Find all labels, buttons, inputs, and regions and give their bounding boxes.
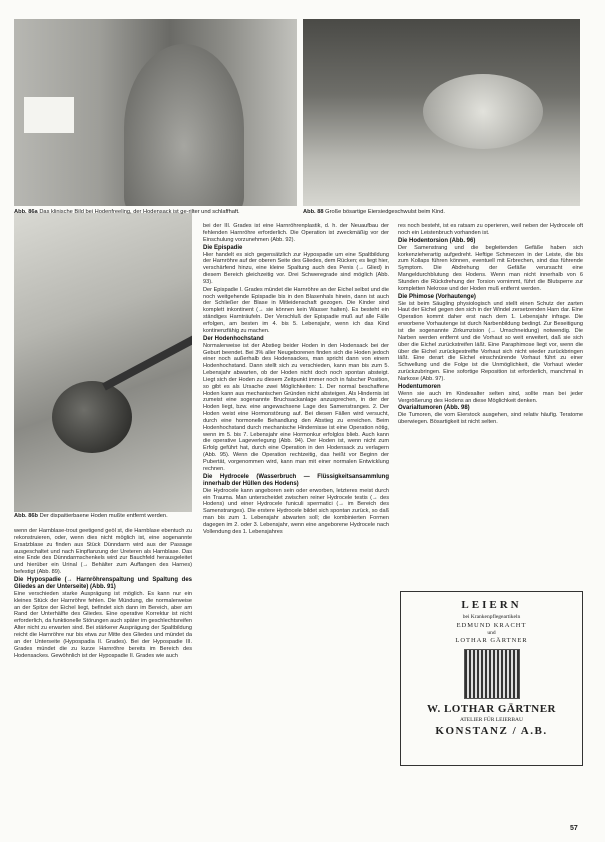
- photo-label-patch: [24, 97, 74, 133]
- section-heading: Die Epispadie: [203, 244, 243, 251]
- section-heading: Die Hypospadie (→ Harnröhrenspaltung und Spaltung des Gliedes an der Unterseite) (Abb. 91): [14, 576, 192, 590]
- section-heading: Die Hydrocele (Wasserbruch — Flüssigkeitsansammlung innerhalb der Hüllen des Hodens): [203, 473, 389, 487]
- paragraph: Wenn sie auch im Kindesalter selten sind, sollte man bei jeder Vergrößerung des Hodens an diese Möglichkeit denken.: [398, 390, 583, 404]
- photo-fig86a: [14, 19, 297, 206]
- ad-name1: EDMUND KRACHT: [456, 622, 527, 629]
- section-heading: Die Phimose (Vorhautenge): [398, 293, 476, 300]
- text-column-middle: [203, 223, 389, 827]
- paragraph: res noch besteht, ist es ratsam zu operieren, weil neben der Hydrocele oft noch ein Leistenbruch vorhanden ist.: [398, 223, 583, 236]
- text-column-left: [14, 528, 192, 828]
- advertisement: [400, 591, 583, 766]
- photo-fig86b: [14, 213, 192, 512]
- ad-subtitle: ATELIER FÜR LEIERBAU: [460, 717, 523, 723]
- paragraph: bei der III. Grades ist eine Harnröhrenplastik, d. h. der Neuaufbau der fehlenden Harnröhre erforderlich. Die Operation ist zweckmäßig vor der Einschulung vorzunehmen (Abb. 92).: [203, 223, 389, 243]
- ad-company: W. LOTHAR GÄRTNER: [426, 703, 557, 715]
- ad-city: KONSTANZ / A.B.: [435, 725, 548, 737]
- caption-text: Große bösartige Eiersiedgeschwulst beim Kind.: [325, 209, 445, 215]
- caption-fig88: [303, 209, 580, 216]
- ad-name2: LOTHAR GÄRTNER: [455, 637, 528, 644]
- paragraph: Normalerweise ist der Abstieg beider Hoden in den Hodensack bei der Geburt beendet. Bei 3% aller Neugeborenen finden sich die Hoden jedoch einer noch außerhalb des Hodensackes, man spricht dann von einem Hodenhochstand. Dann stellt sich zu verschieden, kann man bis zum 5. Lebensjahr abwarten, ob der Hoden nicht doch noch spontan absteigt. Liegt sich der Hoden zu diesem Zeitpunkt immer noch in falscher Position, so gibt es als Ursache zwei Möglichkeiten: 1. Der normal beschaffene Hoden kann aus mechanischen Gründen nicht absteigen. Als Hindernis ist zumeist eine sogenannte Bruchsackanlage anzusprechen, in der der Hoden liegt, bzw. eine angewachsene Lage des Samenstranges. 2. Der Hoden weist eine Hormonstörung auf. Bei diesen Fällen wird versucht, durch eine hormonelle Behandlung den Abstieg zu erreichen. Beim Hodenhochstand durch mechanische Hindernisse ist eine Operation nötig, wenn im 5. bis 7. Lebensjahr eine Hormonkur erfolglos blieb. Auch kann die operative Lageverlegung (Abb. 94). Der Hoden ist, wenn nicht zum Erfolg geführt hat, durch eine Operation in den Hodensack zu verlagern (Abb. 95). Wenn die Operation rechtzeitig, das heißt vor Beginn der Pubertät, vorgenommen wird, kann man mit einer normalen Entwicklung rechnen.: [203, 342, 389, 472]
- section-heading: Die Hodentorsion (Abb. 96): [398, 237, 476, 244]
- caption-label: Abb. 88: [303, 209, 324, 215]
- paragraph: Die Tumoren, die vom Eierstock ausgehen, sind relativ häufig. Teratome überwiegen. Bösartigkeit ist nicht selten.: [398, 412, 583, 426]
- paragraph: Eine verschieden starke Ausprägung ist möglich. Es kann nur ein kleines Stück der Harnröhre fehlen. Die Mündung, die normalerweise an der Spitze der Eichel liegt, befindet sich dann im Bereich, aber am Rand der Unterhälfte des Gliedes. Eine operative Korrektur ist nicht erforderlich, da funktionelle Störungen auch später im geschlechtsreifen Alter nicht zu erwarten sind. Bei stärkerer Ausprägung der Spaltbildung reicht die Harnröhre nur bis etwa zur Mitte des Gliedes und mündet da an der Unterseite (Hypospadia II. Grades). Bei der Hypospadie III. Grades mündet die zu kurze Harnröhre bereits im Bereich des Hodensackes. Gewöhnlich ist der Hypospadie II. Grades wie auch: [14, 590, 192, 659]
- section-heading: Der Hodenhochstand: [203, 335, 264, 342]
- caption-label: Abb. 86b: [14, 513, 39, 519]
- caption-label: Abb. 86a: [14, 209, 38, 215]
- section-heading: Hodentumoren: [398, 383, 441, 390]
- paragraph: Der Samenstrang und die begleitenden Gefäße haben sich korkenzieherartig aufgedreht. Heftige Schmerzen in der Leiste, die bis zum Kollaps führen können, eventuell mit Erbrechen, sind das führende Symptom. Die Abdrehung der Gefäße verursacht eine Mangeldurchblutung des Hodens. Wenn man nicht innerhalb von 6 Stunden die Rückdrehung der Torsion vornimmt, führt die Blutsperre zur kompletten Nekrose und der Hoden muß entfernt werden.: [398, 244, 583, 292]
- photo-subject: [124, 44, 244, 206]
- paragraph: wenn der Harnblase-trout geetigend geöl st, die Harnblase ebentuch zu rekonstruieren, oder, wenn dies nicht möglich ist, eine sogenannte Ersatzblase zu finden aus Stück Dünndarm wird aus der Passage ausgeschaltet und nach Einpflanzung der Ureteren als Harnblase. Das eine Ende des Dünndarmschenkels wird zur Bauchfeld herausgeleitet und hierüber ein Urinal (→ Behälter zum Auffangen des Harnes) befestigt (Abb. 89).: [14, 528, 192, 576]
- paragraph: Sie ist beim Säugling physiologisch und stellt einen Schutz der zarten Haut der Eichel gegen den sich in der Windel zersetzenden Harn dar. Eine Operation kommt daher erst nach dem 1. Lebensjahr infrage. Die erworbene Vorhautenge ist durch Narbenbildung bedingt. Zur Beseitigung ist die sogenannte Zirkumzision (→ Umschneidung) notwendig. Die Narben werden entfernt und die Vorhaut so weit erweitert, daß sie sich über die Eichel zurückstreifen läßt. Eine Paraphimose liegt vor, wenn die über die Eichel zurückgestreifte Vorhaut sich nicht wieder zurückbringen läßt. Eine derart die Eichel einschnürende Vorhaut führt zu einer Schwellung und die Folge ist die Unmöglichkeit, die Vorhaut wieder zurückzubringen. Eine sofortige Reposition ist erforderlich, manchmal in Narkose (Abb. 97).: [398, 300, 583, 382]
- caption-fig86a: [14, 209, 299, 216]
- ad-line1: bei Krankenpflegeartikeln: [462, 614, 521, 620]
- section-heading: Ovarialtumoren (Abb. 98): [398, 405, 470, 412]
- photo-fig88: [303, 19, 580, 206]
- photo-instrument: [102, 332, 192, 391]
- lyre-logo-icon: [464, 649, 520, 699]
- caption-text: Der dispaitierbaene Hoden mußte entfernt werden.: [39, 513, 168, 519]
- ad-line2: und: [487, 630, 496, 636]
- paragraph: Die Hydrocele kann angeboren sein oder erworben, letzteres meist durch ein Trauma. Man unterscheidet zwischen reiner Hydrocele testis (→ des Hodens) und einer Hydrocele funiculi spermatici (→ im Bereich des Samenstranges). Die erstere Hydrocele bildet sich spontan zurück, so daß man bis zum 1. Lebensjahr abwarten soll; die kombinierten Formen dagegen im 2. oder 3. Lebensjahr, wenn eine angeborene Hydrocele nach Vollendung des 1. Lebensjahres: [203, 487, 389, 535]
- ad-brand: LEIERN: [461, 599, 522, 611]
- paragraph: Hier handelt es sich gegensätzlich zur Hypospadie um eine Spaltbildung der Harnröhre auf der oberen Seite des Gliedes, dem Rücken; es liegt hier, verschärfend hinzu, eine kleine Spaltung auch des Penis (→ Glied) in diesem Bereich gleichzeitig vor. Drei Schweregrade sind möglich (Abb. 93).: [203, 251, 389, 285]
- caption-fig86b: [14, 513, 192, 520]
- paragraph: Der Epispadie I. Grades mündet die Harnröhre an der Eichel selbst und die noch weitgehende Epispadie bis in den Blasenhals hinein, dann ist auch der Schließer der Blase in Mitleidenschaft gezogen. Die Kinder sind komplett inkontinent (→ sie können kein Wasser halten). Es besteht ein ständiges Harnträufeln. Der Verschluß der Epispadie muß auf alle Fälle erfolgen, am besten im 4. bis 5. Lebensjahr, wenn ich das Kind kontinenzfähig zu machen.: [203, 286, 389, 334]
- text-column-right: [398, 223, 583, 587]
- photo-subject: [52, 381, 132, 453]
- photo-subject: [423, 74, 543, 149]
- page-number: 57: [570, 825, 578, 832]
- caption-text: Das klinische Bild bei Hodenfreeling, der Hodensack ist ge-rilter und schlaffhaft.: [39, 209, 240, 215]
